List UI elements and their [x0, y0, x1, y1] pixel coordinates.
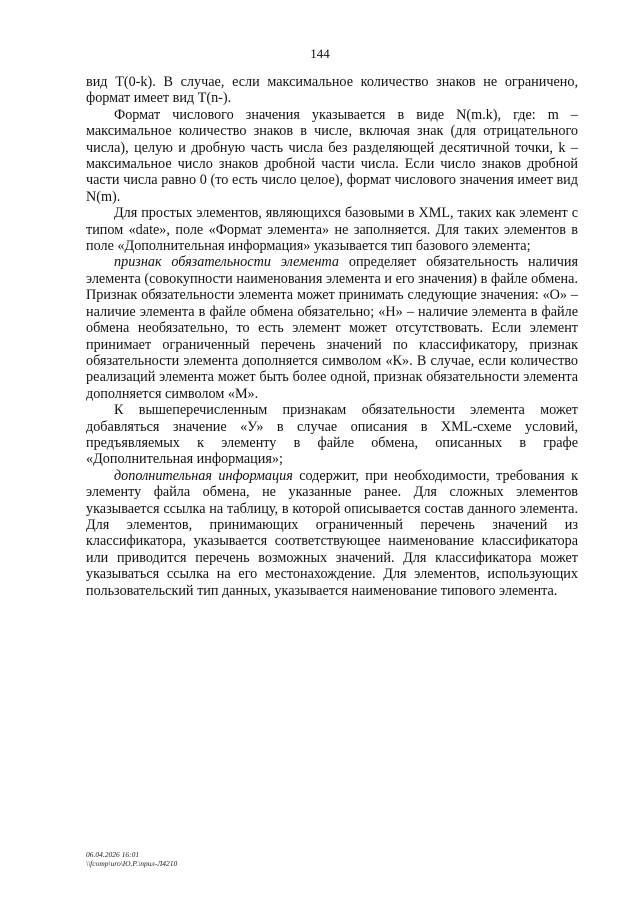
paragraph: [86, 74, 578, 107]
document-body: [86, 74, 578, 599]
paragraph-text: вид T(0-k). В случае, если максимальное количество знаков не ограничено, формат имеет вид T(n-).: [86, 74, 578, 107]
paragraph-text: определяет обязательность наличия элемента (совокупности наименования элемента и его значения) в файле обмена. Признак обязательности элемента может принимать следующие значения: «О» – наличие элемента в файле обмена обязательно; «Н» – наличие элемента в файле обмена необязательно, то есть элемент может отсутствовать. Если элемент принимает ограниченный перечень значений по классификатору, признак обязательности элемента дополняется символом «К». В случае, если количество реализаций элемента может быть более одной, признак обязательности элемента дополняется символом «М».: [86, 254, 578, 402]
paragraph: [86, 205, 578, 254]
paragraph-text: Для простых элементов, являющихся базовыми в XML, таких как элемент с типом «date», поле «Формат элемента» не заполняется. Для таких элементов в поле «Дополнительная информация» указывается тип базового элемента;: [86, 205, 578, 255]
paragraph: [86, 402, 578, 468]
paragraph-text: К вышеперечисленным признакам обязательности элемента может добавляться значение «У» в случае описания в XML-схеме условий, предъявляемых к элементу в файле обмена, описанных в графе «Дополнительная информация»;: [86, 402, 578, 468]
paragraph-text: содержит, при необходимости, требования к элементу файла обмена, не указанные ранее. Для сложных элементов указывается ссылка на таблицу, в которой описывается состав данного элемента. Для элементов, принимающих ограниченный перечень значений из классификатора, указывается соответствующее наименование классификатора или приводится перечень возможных значений. Для классификатора может указываться ссылка на его местонахождение. Для элементов, использующих пользовательский тип данных, указывается наименование типового элемента.: [86, 467, 578, 599]
page-number: 144: [310, 46, 330, 61]
paragraph-lead: признак обязательности элемента: [114, 254, 340, 271]
footer-stamp: [86, 850, 177, 868]
paragraph: [86, 107, 578, 205]
paragraph-lead: дополнительная информация: [114, 467, 293, 484]
paragraph: [86, 468, 578, 599]
paragraph: [86, 254, 578, 402]
paragraph-text: Формат числового значения указывается в виде N(m.k), где: m – максимальное количество знаков в числе, включая знак (для отрицательного числа), целую и дробную часть числа без разделяющей десятичной точки, k – максимальное число знаков дробной части числа. Если число знаков дробной части числа равно 0 (то есть число целое), формат числового значения имеет вид N(m).: [86, 106, 578, 205]
footer-file-path: \\fcomp\uro\Ю.Р.\прил-Л4210: [86, 859, 178, 868]
footer-timestamp: 06.04.2026 16:01: [86, 850, 140, 859]
